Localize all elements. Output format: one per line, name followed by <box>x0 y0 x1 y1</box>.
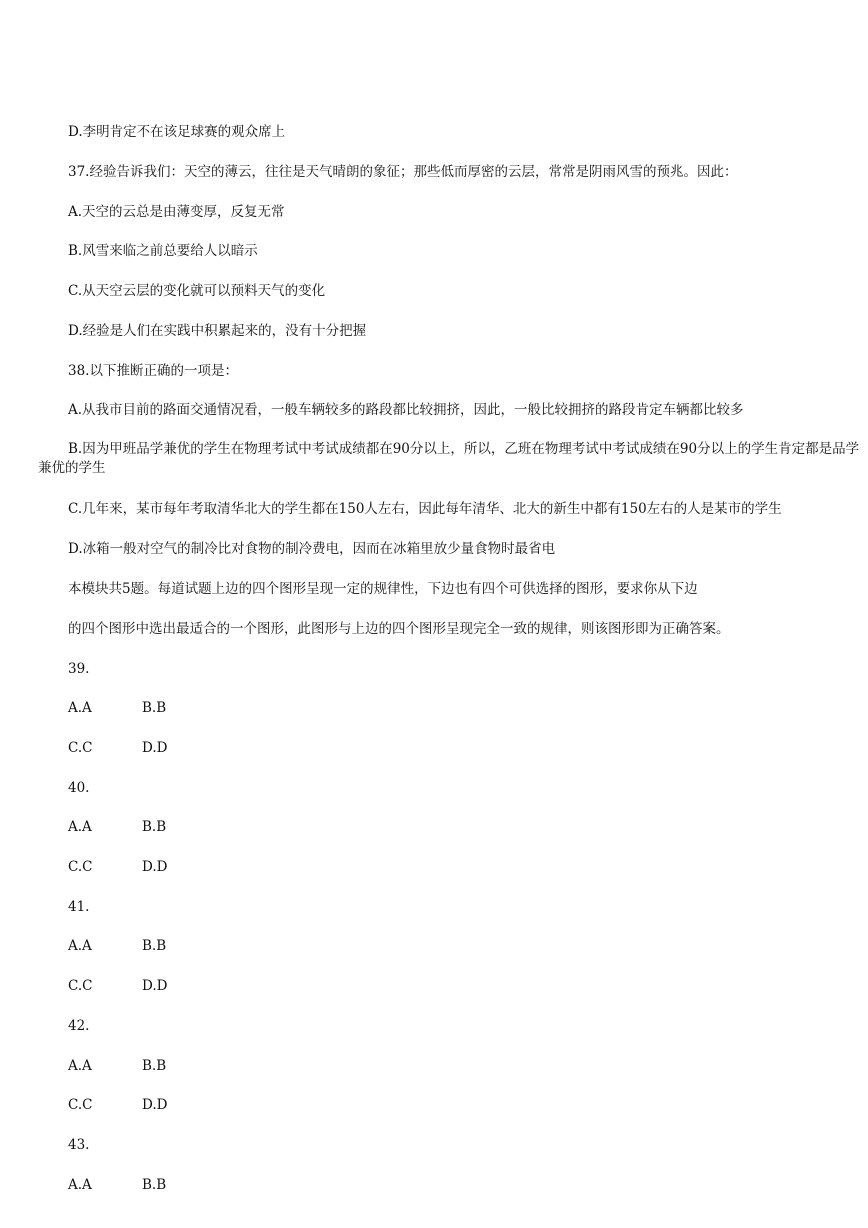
section-intro-line-2: 的四个图形中选出最适合的一个图形，此图形与上边的四个图形呈现完全一致的规律，则该图形即为正确答案。 <box>68 621 730 637</box>
question-38-stem: 38.以下推断正确的一项是： <box>68 363 238 379</box>
question-42-option-b: B.B <box>142 1058 167 1074</box>
question-37-stem: 37.经验告诉我们：天空的薄云，往往是天气晴朗的象征；那些低而厚密的云层，常常是阴雨风雪的预兆。因此： <box>68 164 738 180</box>
question-40-option-b: B.B <box>142 819 167 835</box>
question-41-number: 41. <box>68 899 90 915</box>
question-37-option-a: A.天空的云总是由薄变厚，反复无常 <box>68 204 285 220</box>
question-40-option-d: D.D <box>142 859 168 875</box>
question-39-number: 39. <box>68 661 90 677</box>
question-42-option-d: D.D <box>142 1097 168 1113</box>
question-39-option-a: A.A <box>68 700 92 716</box>
section-intro-line-1: 本模块共5题。每道试题上边的四个图形呈现一定的规律性，下边也有四个可供选择的图形，要求你从下边 <box>68 581 698 597</box>
question-39-option-c: C.C <box>68 740 93 756</box>
question-42-option-a: A.A <box>68 1058 92 1074</box>
question-40-option-a: A.A <box>68 819 92 835</box>
question-37-option-d: D.经验是人们在实践中积累起来的，没有十分把握 <box>68 323 367 339</box>
question-43-option-a: A.A <box>68 1177 92 1193</box>
question-40-option-c: C.C <box>68 859 93 875</box>
question-41-option-d: D.D <box>142 978 168 994</box>
question-42-option-c: C.C <box>68 1097 93 1113</box>
question-41-option-b: B.B <box>142 938 167 954</box>
question-41-option-a: A.A <box>68 938 92 954</box>
question-39-option-d: D.D <box>142 740 168 756</box>
question-41-option-c: C.C <box>68 978 93 994</box>
question-40-number: 40. <box>68 780 90 796</box>
question-38-option-c: C.几年来，某市每年考取清华北大的学生都在150人左右，因此每年清华、北大的新生中都有150左右的人是某市的学生 <box>68 501 782 517</box>
prev-option-d: D.李明肯定不在该足球赛的观众席上 <box>68 124 286 140</box>
question-43-option-b: B.B <box>142 1177 167 1193</box>
question-38-option-b: B.因为甲班品学兼优的学生在物理考试中考试成绩都在90分以上，所以，乙班在物理考试中考试成绩在90分以上的学生肯定都是品学兼优的学生 <box>38 441 860 476</box>
question-42-number: 42. <box>68 1018 90 1034</box>
question-37-option-c: C.从天空云层的变化就可以预料天气的变化 <box>68 283 326 299</box>
question-43-number: 43. <box>68 1137 90 1153</box>
question-38-option-a: A.从我市目前的路面交通情况看，一般车辆较多的路段都比较拥挤，因此，一般比较拥挤的路段肯定车辆都比较多 <box>68 402 744 418</box>
question-39-option-b: B.B <box>142 700 167 716</box>
question-37-option-b: B.风雪来临之前总要给人以暗示 <box>68 243 258 259</box>
question-38-option-d: D.冰箱一般对空气的制冷比对食物的制冷费电，因而在冰箱里放少量食物时最省电 <box>68 541 556 557</box>
